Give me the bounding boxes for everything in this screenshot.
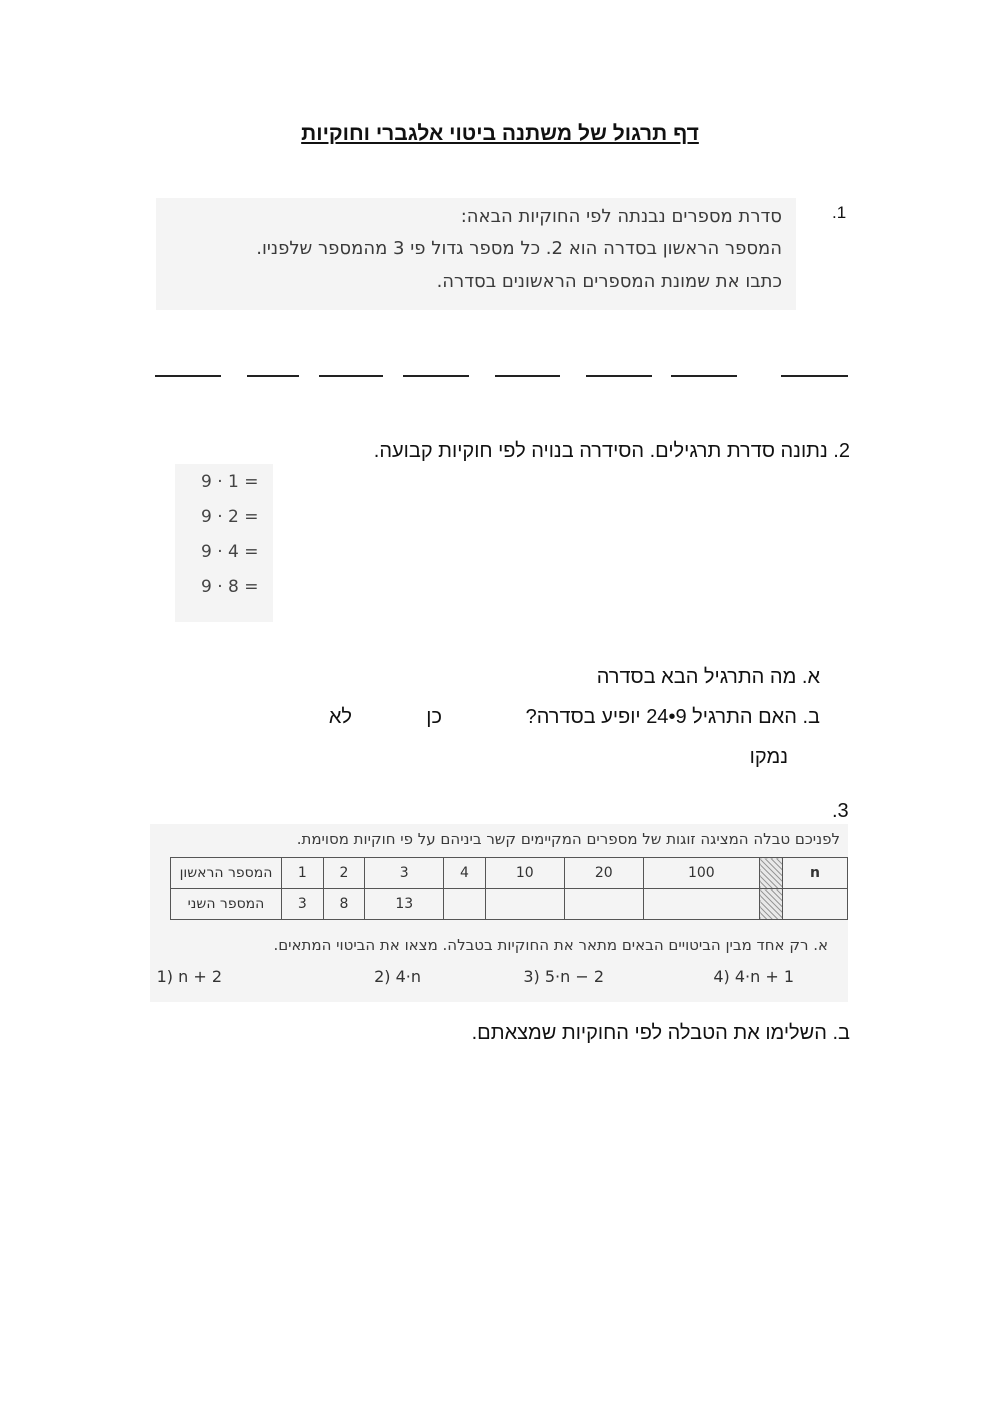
q2-exercise: 9 · 1 = — [201, 472, 259, 492]
table-cell: 2 — [323, 858, 365, 889]
q2-option-no[interactable]: לא — [328, 706, 352, 728]
page-title: דף תרגול של משתנה ביטוי אלגברי וחוקיות — [301, 122, 699, 145]
table-row-label: המספר הראשון — [171, 858, 282, 889]
answer-blank[interactable] — [247, 375, 299, 377]
table-cell: 13 — [365, 889, 444, 920]
q2-explain-label: נמקו — [749, 746, 788, 768]
table-cell: 8 — [323, 889, 365, 920]
table-hatched-cell — [760, 889, 783, 920]
table-cell[interactable] — [783, 889, 848, 920]
answer-blank[interactable] — [403, 375, 469, 377]
answer-blank[interactable] — [155, 375, 221, 377]
q2-exercise: 9 · 2 = — [201, 507, 259, 527]
q3-option-4[interactable]: 4) 4·n + 1 — [713, 967, 794, 986]
answer-blank[interactable] — [671, 375, 737, 377]
answer-blank[interactable] — [781, 375, 848, 377]
q3-part-a: א. רק אחד מבין הביטויים הבאים מתאר את החוקיות בטבלה. מצאו את הביטוי המתאים. — [273, 936, 828, 954]
table-hatched-cell — [760, 858, 783, 889]
q1-line-2: המספר הראשון בסדרה הוא 2. כל מספר גדול פי 3 מהמספר שלפניו. — [256, 238, 782, 259]
q3-option-1[interactable]: 1) n + 2 — [156, 967, 222, 986]
q1-line-3: כתבו את שמונת המספרים הראשונים בסדרה. — [436, 271, 782, 292]
table-cell[interactable] — [485, 889, 564, 920]
q2-exercise-list — [175, 464, 273, 622]
table-cell: 10 — [485, 858, 564, 889]
table-row — [171, 889, 848, 920]
table-row — [171, 858, 848, 889]
q3-intro: לפניכם טבלה המציגה זוגות של מספרים המקיימים קשר ביניהם על פי חוקיות מסוימת. — [296, 830, 840, 848]
q3-option-3[interactable]: 3) 5·n − 2 — [523, 967, 604, 986]
answer-blank[interactable] — [319, 375, 383, 377]
q3-part-b: ב. השלימו את הטבלה לפי החוקיות שמצאתם. — [471, 1022, 850, 1044]
table-cell: 20 — [564, 858, 643, 889]
table-cell: 3 — [282, 889, 324, 920]
q2-heading: 2. נתונה סדרת תרגילים. הסידרה בנויה לפי חוקיות קבועה. — [373, 440, 850, 462]
q2-exercise: 9 · 8 = — [201, 577, 259, 597]
table-cell: 1 — [282, 858, 324, 889]
table-var: n — [810, 865, 820, 881]
q3-rule-table — [170, 857, 848, 920]
q3-option-2[interactable]: 2) 4·n — [374, 967, 421, 986]
q2-option-yes[interactable]: כן — [426, 706, 442, 728]
table-cell: 100 — [643, 858, 759, 889]
q1-number: .1 — [832, 203, 847, 222]
table-cell[interactable] — [643, 889, 759, 920]
table-var-cell — [783, 858, 848, 889]
answer-blank[interactable] — [586, 375, 652, 377]
q2-part-a: א. מה התרגיל הבא בסדרה — [596, 666, 820, 688]
answer-blank[interactable] — [495, 375, 560, 377]
table-cell: 3 — [365, 858, 444, 889]
q2-part-b: ב. האם התרגיל 9•24 יופיע בסדרה? — [525, 706, 820, 728]
q3-number: .3 — [832, 800, 849, 822]
q2-exercise: 9 · 4 = — [201, 542, 259, 562]
q3-scanned-block — [150, 824, 848, 1002]
table-cell[interactable] — [564, 889, 643, 920]
table-cell: 4 — [444, 858, 486, 889]
table-cell[interactable] — [444, 889, 486, 920]
q1-scanned-text — [156, 198, 796, 310]
table-row-label: המספר השני — [171, 889, 282, 920]
q1-line-1: סדרת מספרים נבנתה לפי החוקיות הבאה: — [460, 206, 782, 227]
